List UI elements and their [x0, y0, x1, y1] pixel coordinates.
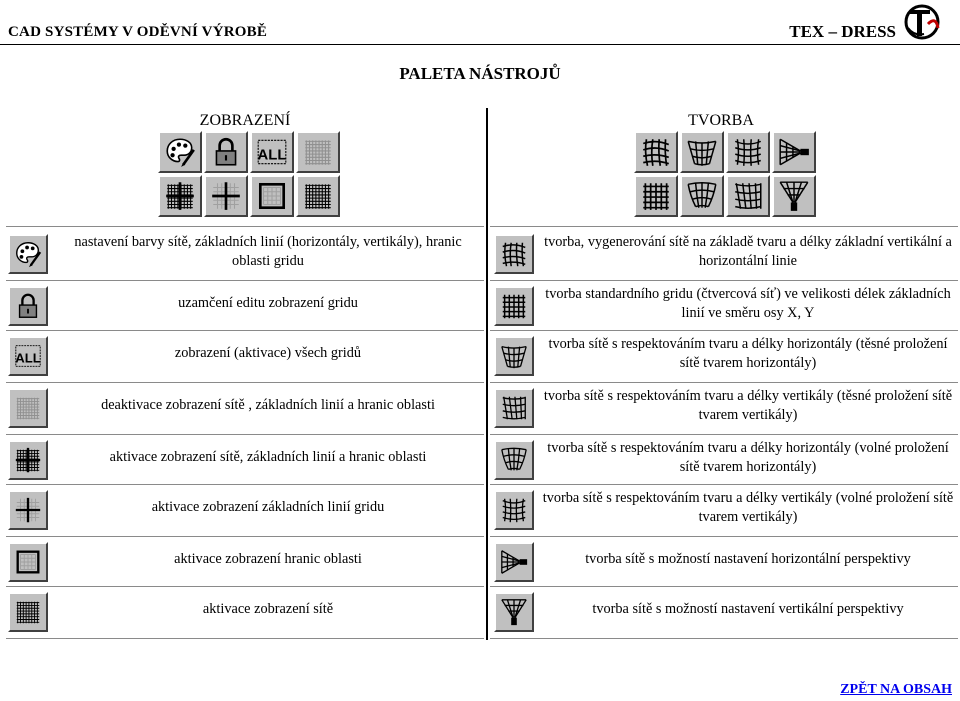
row-separator	[490, 638, 958, 639]
row-icon-palette-icon	[8, 234, 48, 274]
base-lines-icon[interactable]	[8, 490, 48, 530]
row-icon-all-icon	[8, 336, 48, 376]
grid-fine-icon[interactable]	[8, 592, 48, 632]
row-separator	[490, 382, 958, 383]
lock-icon[interactable]	[204, 131, 248, 173]
fan-loose-icon[interactable]	[680, 175, 724, 217]
perspective-h-icon[interactable]	[772, 131, 816, 173]
row-icon-curved-grid-icon	[494, 490, 534, 530]
row-icon-base-lines-icon	[8, 490, 48, 530]
row-separator	[490, 226, 958, 227]
tool-description: aktivace zobrazení základních linií gridu	[151, 499, 385, 515]
skew-grid-icon[interactable]	[494, 388, 534, 428]
tool-description: aktivace zobrazení hranic oblasti	[174, 551, 362, 567]
tool-description: deaktivace zobrazení sítě , základních linií a hranic oblasti	[101, 397, 435, 413]
tool-description: tvorba sítě s respektováním tvaru a délky vertikály (volné proložení sítě tvarem vertikály)	[542, 490, 954, 525]
square-grid-icon[interactable]	[634, 175, 678, 217]
tool-description: tvorba standardního gridu (čtvercová síť) ve velikosti délek základních linií ve směru osy X, Y	[545, 286, 951, 321]
tool-description: tvorba sítě s možností nastavení vertikální perspektivy	[592, 601, 904, 617]
row-icon-grid-fine-icon	[8, 592, 48, 632]
row-separator	[6, 638, 484, 639]
row-icon-fan-loose-icon	[494, 440, 534, 480]
tvorba-heading: TVORBA	[688, 112, 754, 129]
zobrazeni-heading: ZOBRAZENÍ	[199, 112, 291, 129]
row-separator	[490, 280, 958, 281]
header-left-title: CAD SYSTÉMY V ODĚVNÍ VÝROBĚ	[8, 24, 268, 40]
tool-description: tvorba sítě s možností nastavení horizontální perspektivy	[585, 551, 911, 567]
row-icon-warped-grid-icon	[494, 234, 534, 274]
tex-dress-logo-icon	[900, 2, 944, 42]
row-icon-boundary-icon	[8, 542, 48, 582]
boundary-icon[interactable]	[250, 175, 294, 217]
row-separator	[6, 226, 484, 227]
tool-description: zobrazení (aktivace) všech gridů	[174, 345, 362, 361]
row-icon-perspective-v-icon	[494, 592, 534, 632]
row-separator	[6, 280, 484, 281]
back-to-contents-link[interactable]: ZPĚT NA OBSAH	[840, 682, 952, 697]
tool-description: nastavení barvy sítě, základních linií (horizontály, vertikály), hranic oblasti gridu	[74, 234, 462, 269]
tool-description: tvorba sítě s respektováním tvaru a délky horizontály (volné proložení sítě tvarem horizontály)	[547, 440, 949, 475]
curved-grid-icon[interactable]	[726, 131, 770, 173]
zobrazeni-palette	[158, 131, 340, 217]
row-separator	[6, 484, 484, 485]
tool-description: aktivace zobrazení sítě	[202, 601, 334, 617]
tool-description: tvorba, vygenerování sítě na základě tvaru a délky základní vertikální a horizontální linie	[544, 234, 952, 269]
row-icon-lock-icon	[8, 286, 48, 326]
row-separator	[6, 382, 484, 383]
palette-icon[interactable]	[8, 234, 48, 274]
base-lines-icon[interactable]	[204, 175, 248, 217]
tool-description: uzamčení editu zobrazení gridu	[178, 295, 358, 311]
row-icon-skew-grid-icon	[494, 388, 534, 428]
row-separator	[490, 484, 958, 485]
row-separator	[490, 330, 958, 331]
grid-net-icon[interactable]	[158, 175, 202, 217]
fan-loose-icon[interactable]	[494, 440, 534, 480]
row-separator	[6, 434, 484, 435]
tool-description: aktivace zobrazení sítě, základních linií a hranic oblasti	[109, 449, 427, 465]
row-icon-square-grid-icon	[494, 286, 534, 326]
header-right-title: TEX – DRESS	[789, 22, 896, 41]
grid-fine-icon[interactable]	[296, 175, 340, 217]
perspective-v-icon[interactable]	[494, 592, 534, 632]
perspective-v-icon[interactable]	[772, 175, 816, 217]
lock-icon[interactable]	[8, 286, 48, 326]
grid-off-icon[interactable]	[8, 388, 48, 428]
tool-description: tvorba sítě s respektováním tvaru a délky vertikály (těsné proložení sítě tvarem vertikály)	[543, 388, 953, 423]
row-separator	[490, 536, 958, 537]
fan-down-icon[interactable]	[680, 131, 724, 173]
row-icon-grid-off-icon	[8, 388, 48, 428]
curved-grid-icon[interactable]	[494, 490, 534, 530]
column-divider	[486, 108, 488, 640]
page-header	[0, 0, 960, 45]
row-separator	[490, 586, 958, 587]
grid-off-icon[interactable]	[296, 131, 340, 173]
tvorba-palette	[634, 131, 816, 217]
square-grid-icon[interactable]	[494, 286, 534, 326]
skew-grid-icon[interactable]	[726, 175, 770, 217]
fan-down-icon[interactable]	[494, 336, 534, 376]
row-separator	[6, 586, 484, 587]
tool-description: tvorba sítě s respektováním tvaru a délky horizontály (těsné proložení sítě tvarem horizontály)	[548, 336, 948, 371]
grid-net-icon[interactable]	[8, 440, 48, 480]
page-title: PALETA NÁSTROJŮ	[399, 64, 561, 83]
all-icon[interactable]	[250, 131, 294, 173]
row-icon-fan-down-icon	[494, 336, 534, 376]
boundary-icon[interactable]	[8, 542, 48, 582]
row-separator	[6, 330, 484, 331]
palette-icon[interactable]	[158, 131, 202, 173]
row-separator	[490, 434, 958, 435]
perspective-h-icon[interactable]	[494, 542, 534, 582]
warped-grid-icon[interactable]	[494, 234, 534, 274]
row-icon-perspective-h-icon	[494, 542, 534, 582]
warped-grid-icon[interactable]	[634, 131, 678, 173]
all-icon[interactable]	[8, 336, 48, 376]
row-separator	[6, 536, 484, 537]
row-icon-grid-net-icon	[8, 440, 48, 480]
